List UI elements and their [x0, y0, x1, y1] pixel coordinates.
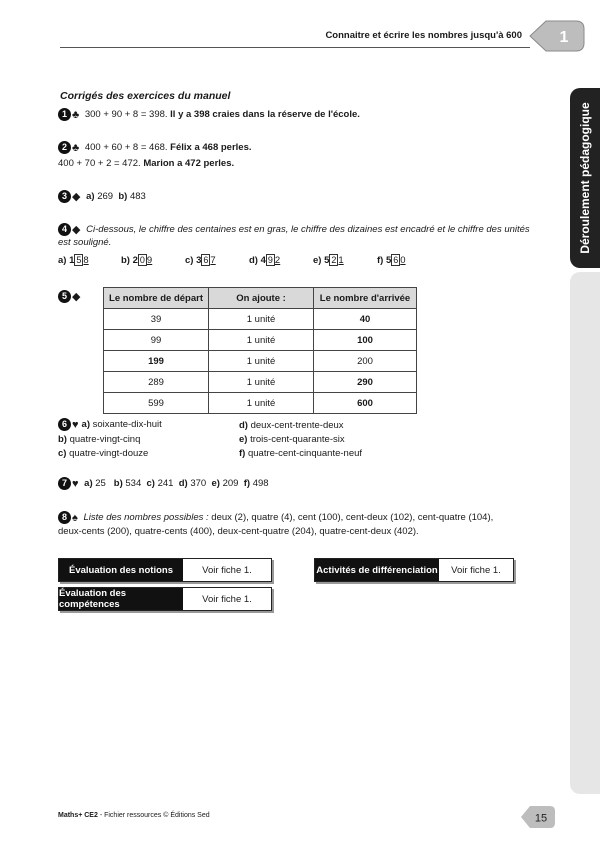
chapter-badge-shape: [528, 18, 588, 54]
section-title: Corrigés des exercices du manuel: [60, 90, 231, 102]
eval-notions-label: Évaluation des notions: [59, 559, 183, 581]
exercise-number: 7: [58, 477, 71, 490]
label-a: a): [86, 191, 95, 203]
cell: 99: [104, 330, 209, 351]
footer-text: - Fichier ressources © Éditions Sed: [97, 812, 210, 819]
table-row: [104, 393, 417, 414]
instruction: Ci-dessous, le chiffre des centaines est en gras, le chiffre des dizaines est encadré et le chiffre des unités: [86, 224, 530, 236]
diamond-icon: ◆: [72, 224, 81, 236]
club-icon: ♣: [72, 108, 80, 121]
exercise-3: [58, 190, 146, 203]
diamond-icon: ◆: [72, 291, 81, 303]
page-number: 15: [534, 812, 548, 825]
answer-e: e) 5 2 1: [313, 255, 344, 266]
answer-d: deux-cent-trente-deux: [250, 420, 344, 431]
answer: Félix a 468 perles.: [170, 142, 252, 154]
exercise-number: 6: [58, 418, 71, 431]
chapter-badge: [528, 18, 588, 54]
exercise-4: [58, 223, 530, 236]
heart-icon: ♥: [72, 477, 79, 490]
exercise-1: [58, 108, 360, 121]
cell: 1 unité: [209, 372, 314, 393]
activites-label: Activités de différenciation: [315, 559, 439, 581]
answer-f: f) 5 6 0: [377, 255, 406, 266]
spade-icon: ♠: [72, 511, 78, 524]
heart-icon: ♥: [72, 418, 79, 431]
exercise-number: 2: [58, 141, 71, 154]
cell: 290: [314, 372, 417, 393]
exercise-number: 8: [58, 511, 71, 524]
exercise-2: [58, 141, 252, 154]
calculation: 400 + 70 + 2 = 472.: [58, 158, 141, 169]
col-header: Le nombre de départ: [104, 288, 209, 309]
page-number-shape: [520, 805, 556, 829]
activites-box: [314, 558, 514, 582]
table-row: [104, 330, 417, 351]
answer-b: quatre-vingt-cinq: [69, 434, 141, 445]
table-row: [104, 372, 417, 393]
cell: 599: [104, 393, 209, 414]
cell: 199: [104, 351, 209, 372]
exercise-number: 1: [58, 108, 71, 121]
table-header-row: [104, 288, 417, 309]
answer-f: quatre-cent-cinquante-neuf: [247, 448, 363, 459]
table-row: [104, 309, 417, 330]
eval-notions-box: [58, 558, 272, 582]
exercise-4-instruction-cont: est souligné.: [58, 237, 112, 248]
col-header: On ajoute :: [209, 288, 314, 309]
side-tab-blank: [570, 272, 600, 794]
table-row: [104, 351, 417, 372]
exercise-5: [58, 290, 83, 303]
answer-b: 534: [125, 478, 142, 490]
page-number-badge: [520, 805, 556, 829]
cell: 39: [104, 309, 209, 330]
exercise-2-line2: [58, 158, 234, 169]
cell: 1 unité: [209, 393, 314, 414]
exercise-8: [58, 511, 493, 524]
cell: 100: [314, 330, 417, 351]
eval-notions-value: Voir fiche 1.: [183, 559, 271, 581]
cell: 600: [314, 393, 417, 414]
answer: Marion a 472 perles.: [143, 158, 235, 169]
cell: 1 unité: [209, 309, 314, 330]
cell: 289: [104, 372, 209, 393]
list-line-1: deux (2), quatre (4), cent (100), cent-deux (102), cent-quatre (104),: [211, 512, 494, 524]
diamond-icon: ◆: [72, 191, 81, 203]
side-tab-deroulement: [570, 88, 600, 268]
eval-competences-label: Évaluation des compétences: [59, 588, 183, 610]
answer-a: a) 1 5 8: [58, 255, 89, 266]
club-icon: ♣: [72, 141, 80, 154]
exercise-8-line2: deux-cents (200), quatre-cents (400), deux-cent-quatre (204), quatre-cent-deux (402).: [58, 526, 419, 537]
cell: 200: [314, 351, 417, 372]
eval-competences-value: Voir fiche 1.: [183, 588, 271, 610]
answer-b: b) 2 0 9: [121, 255, 153, 266]
side-tab-label: Déroulement pédagogique: [578, 102, 592, 254]
exercise-7: 7 ♥ a) 25 b) 534 c) 241 d) 370 e) 209 f) 498: [58, 477, 269, 490]
page-header-title: Connaitre et écrire les nombres jusqu'à 600: [325, 30, 522, 41]
footer-brand: Maths+ CE2: [58, 812, 98, 819]
answer-c: c) 3 6 7: [185, 255, 216, 266]
intro: Liste des nombres possibles :: [83, 512, 209, 524]
answer-c: quatre-vingt-douze: [69, 448, 149, 459]
exercise-6: 6 ♥ a) soixante-dix-huit d) deux-cent-trente-deux b) quatre-vingt-cinq e) trois-cent-quarante-six c) quatre-vingt-douze f) quatre-cent-cinquante-neuf: [58, 418, 363, 459]
cell: 1 unité: [209, 330, 314, 351]
eval-competences-box: [58, 587, 272, 611]
exercise-number: 4: [58, 223, 71, 236]
header-divider: [60, 47, 530, 48]
answer-e: trois-cent-quarante-six: [250, 434, 345, 445]
exercise-number: 3: [58, 190, 71, 203]
exercise-number: 5: [58, 290, 71, 303]
activites-value: Voir fiche 1.: [439, 559, 513, 581]
answer-e: 209: [222, 478, 239, 490]
label-b: b): [118, 191, 128, 203]
cell: 1 unité: [209, 351, 314, 372]
answer-a: 25: [95, 478, 106, 490]
calculation: 300 + 90 + 8 = 398.: [84, 109, 168, 121]
answer-d: 370: [190, 478, 207, 490]
cell: 40: [314, 309, 417, 330]
answer-a: 269: [97, 191, 114, 203]
answer-c: 241: [157, 478, 174, 490]
answer-d: d) 4 9 2: [249, 255, 281, 266]
number-table: [103, 287, 417, 414]
answer-a: soixante-dix-huit: [92, 419, 162, 431]
chapter-number: 1: [559, 29, 569, 46]
answer-b: 483: [129, 191, 146, 203]
footer: [58, 812, 210, 819]
col-header: Le nombre d'arrivée: [314, 288, 417, 309]
answer-f: 498: [252, 478, 269, 490]
calculation: 400 + 60 + 8 = 468.: [84, 142, 168, 154]
answer: Il y a 398 craies dans la réserve de l'école.: [170, 109, 360, 121]
